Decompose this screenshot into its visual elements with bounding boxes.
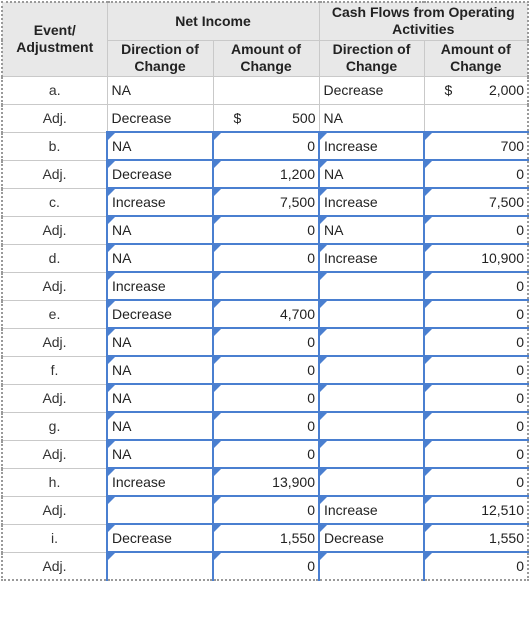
cf-direction-input[interactable] bbox=[319, 216, 424, 244]
table-row bbox=[2, 384, 528, 412]
event-adjustment-header: Event/ Adjustment bbox=[2, 2, 107, 76]
event-label: Adj. bbox=[2, 440, 107, 468]
event-label: b. bbox=[2, 132, 107, 160]
cf-amount-input[interactable] bbox=[424, 496, 528, 524]
cell-value: 0 bbox=[307, 446, 315, 462]
cell-value: Increase bbox=[324, 194, 378, 210]
cell-value: 0 bbox=[307, 334, 315, 350]
cell-value: Increase bbox=[324, 250, 378, 266]
ni-amount-input[interactable] bbox=[213, 468, 319, 496]
cf-direction-input[interactable] bbox=[319, 160, 424, 188]
table-row bbox=[2, 328, 528, 356]
cell-value: 0 bbox=[307, 418, 315, 434]
cell-value: NA bbox=[323, 109, 343, 126]
cell-value: NA bbox=[324, 222, 344, 238]
cf-direction-input[interactable] bbox=[319, 384, 424, 412]
ni-direction-input[interactable] bbox=[107, 216, 213, 244]
cell-value: 10,900 bbox=[481, 250, 525, 266]
ni-direction-input[interactable] bbox=[107, 524, 213, 552]
ni-direction-input[interactable] bbox=[107, 188, 213, 216]
cell-value: 0 bbox=[516, 362, 525, 378]
event-label: Adj. bbox=[2, 216, 107, 244]
ni-direction-input[interactable] bbox=[107, 384, 213, 412]
cell-value: 0 bbox=[516, 166, 525, 182]
ni-direction-input[interactable] bbox=[107, 468, 213, 496]
table-row bbox=[2, 244, 528, 272]
cell-value: 12,510 bbox=[481, 502, 525, 518]
cell-value: 0 bbox=[307, 138, 315, 154]
event-label: f. bbox=[2, 356, 107, 384]
ni-amount-input[interactable] bbox=[213, 188, 319, 216]
net-income-header: Net Income bbox=[107, 2, 319, 40]
cell-value: Increase bbox=[324, 138, 378, 154]
cell-value: 500 bbox=[292, 109, 316, 126]
cell-value: Decrease bbox=[323, 82, 384, 98]
cf-amount-input[interactable] bbox=[424, 160, 528, 188]
event-label: Adj. bbox=[2, 496, 107, 524]
ni-direction-input[interactable] bbox=[107, 552, 213, 580]
cell-value: NA bbox=[111, 82, 131, 98]
cell-value: NA bbox=[112, 362, 132, 378]
cell-value: 700 bbox=[500, 138, 525, 154]
cell-value: Decrease bbox=[111, 109, 172, 126]
cf-direction-input[interactable] bbox=[319, 328, 424, 356]
cell-value: 0 bbox=[516, 278, 525, 294]
ni-direction-input[interactable] bbox=[107, 132, 213, 160]
cf-amount-input[interactable] bbox=[424, 272, 528, 300]
cell-value: 0 bbox=[516, 474, 525, 490]
event-label: Adj. bbox=[2, 160, 107, 188]
cell-value: 0 bbox=[516, 558, 525, 574]
cf-direction-input[interactable] bbox=[319, 524, 424, 552]
cell-value: Decrease bbox=[112, 530, 172, 546]
ni-direction-input[interactable] bbox=[107, 300, 213, 328]
event-label: c. bbox=[2, 188, 107, 216]
ni-amount-input[interactable] bbox=[213, 356, 319, 384]
event-label: Adj. bbox=[2, 272, 107, 300]
cf-amount-input bbox=[424, 104, 528, 132]
cell-value: Increase bbox=[112, 278, 166, 294]
cell-value: 13,900 bbox=[272, 474, 315, 490]
event-label: Adj. bbox=[2, 104, 107, 132]
cell-value: 2,000 bbox=[488, 82, 525, 98]
cell-value: NA bbox=[112, 418, 132, 434]
ni-direction-input bbox=[107, 76, 213, 104]
ni-amount-input[interactable] bbox=[213, 412, 319, 440]
table-row bbox=[2, 132, 528, 160]
cf-amount-input[interactable] bbox=[424, 412, 528, 440]
cf-direction-input bbox=[319, 76, 424, 104]
table-row bbox=[2, 104, 528, 132]
cash-flows-header: Cash Flows from Operating Activities bbox=[319, 2, 528, 40]
cf-direction-input[interactable] bbox=[319, 356, 424, 384]
event-label: a. bbox=[2, 76, 107, 104]
event-label: Adj. bbox=[2, 384, 107, 412]
cell-value: 0 bbox=[307, 558, 315, 574]
table-row bbox=[2, 216, 528, 244]
cell-value: NA bbox=[112, 222, 132, 238]
cell-value: Increase bbox=[112, 474, 166, 490]
cell-value: Increase bbox=[112, 194, 166, 210]
worksheet-table bbox=[1, 1, 529, 581]
cell-value: 0 bbox=[307, 390, 315, 406]
cell-value: 0 bbox=[516, 334, 525, 350]
cell-value: 0 bbox=[307, 250, 315, 266]
cf-direction-input[interactable] bbox=[319, 272, 424, 300]
table-row bbox=[2, 468, 528, 496]
ni-amount-input[interactable] bbox=[213, 384, 319, 412]
table-row bbox=[2, 356, 528, 384]
cell-value: 0 bbox=[516, 390, 525, 406]
ni-direction-input bbox=[107, 104, 213, 132]
cf-amount-input bbox=[424, 76, 528, 104]
cf-direction-input[interactable] bbox=[319, 300, 424, 328]
cell-value: 1,550 bbox=[279, 530, 315, 546]
cf-amount-input[interactable] bbox=[424, 132, 528, 160]
ni-amount-input[interactable] bbox=[213, 440, 319, 468]
cell-value: NA bbox=[324, 166, 344, 182]
table-row bbox=[2, 188, 528, 216]
table-row bbox=[2, 440, 528, 468]
cell-value: NA bbox=[112, 390, 132, 406]
ni-amount-header: Amount of Change bbox=[213, 40, 319, 76]
cf-amount-input[interactable] bbox=[424, 552, 528, 580]
ni-amount-input[interactable] bbox=[213, 216, 319, 244]
dollar-sign: $ bbox=[444, 82, 453, 98]
cell-value: 0 bbox=[516, 306, 525, 322]
cell-value: 0 bbox=[307, 222, 315, 238]
ni-amount-input bbox=[213, 76, 319, 104]
cf-direction-header: Direction of Change bbox=[319, 40, 424, 76]
ni-amount-input[interactable] bbox=[213, 300, 319, 328]
event-label: Adj. bbox=[2, 552, 107, 580]
cf-amount-input[interactable] bbox=[424, 468, 528, 496]
cell-value: 0 bbox=[516, 222, 525, 238]
table-row bbox=[2, 412, 528, 440]
event-label: i. bbox=[2, 524, 107, 552]
cell-value: 0 bbox=[307, 362, 315, 378]
ni-amount-input[interactable] bbox=[213, 524, 319, 552]
ni-amount-input[interactable] bbox=[213, 244, 319, 272]
ni-amount-input[interactable] bbox=[213, 552, 319, 580]
table-row bbox=[2, 552, 528, 580]
ni-direction-input[interactable] bbox=[107, 356, 213, 384]
cell-value: Decrease bbox=[324, 530, 384, 546]
event-label: Adj. bbox=[2, 328, 107, 356]
event-label: e. bbox=[2, 300, 107, 328]
cf-direction-input[interactable] bbox=[319, 412, 424, 440]
cell-value: 1,200 bbox=[279, 166, 315, 182]
cell-value: 0 bbox=[307, 502, 315, 518]
cell-value: NA bbox=[112, 334, 132, 350]
ni-amount-input[interactable] bbox=[213, 272, 319, 300]
ni-amount-input bbox=[213, 104, 319, 132]
ni-direction-input[interactable] bbox=[107, 412, 213, 440]
table-row bbox=[2, 76, 528, 104]
cf-amount-header: Amount of Change bbox=[424, 40, 528, 76]
ni-direction-header: Direction of Change bbox=[107, 40, 213, 76]
event-label: d. bbox=[2, 244, 107, 272]
cell-value: 0 bbox=[516, 418, 525, 434]
ni-direction-input[interactable] bbox=[107, 496, 213, 524]
cf-direction-input[interactable] bbox=[319, 552, 424, 580]
cf-amount-input[interactable] bbox=[424, 188, 528, 216]
cf-amount-input[interactable] bbox=[424, 300, 528, 328]
dollar-sign: $ bbox=[233, 109, 242, 126]
ni-amount-input[interactable] bbox=[213, 328, 319, 356]
cf-amount-input[interactable] bbox=[424, 440, 528, 468]
cf-direction-input[interactable] bbox=[319, 132, 424, 160]
cell-value: Decrease bbox=[112, 306, 172, 322]
cf-direction-input bbox=[319, 104, 424, 132]
event-label: h. bbox=[2, 468, 107, 496]
cell-value: NA bbox=[112, 250, 132, 266]
cell-value: NA bbox=[112, 138, 132, 154]
cf-direction-input[interactable] bbox=[319, 468, 424, 496]
cell-value: NA bbox=[112, 446, 132, 462]
cf-direction-input[interactable] bbox=[319, 244, 424, 272]
cf-amount-input[interactable] bbox=[424, 216, 528, 244]
event-label: g. bbox=[2, 412, 107, 440]
cell-value: 0 bbox=[516, 446, 525, 462]
ni-direction-input[interactable] bbox=[107, 244, 213, 272]
ni-direction-input[interactable] bbox=[107, 328, 213, 356]
cell-value: 4,700 bbox=[279, 306, 315, 322]
cell-value: Increase bbox=[324, 502, 378, 518]
cf-amount-input[interactable] bbox=[424, 244, 528, 272]
table-row bbox=[2, 160, 528, 188]
table-row bbox=[2, 496, 528, 524]
cell-value: 1,550 bbox=[488, 530, 525, 546]
cf-amount-input[interactable] bbox=[424, 356, 528, 384]
ni-amount-input[interactable] bbox=[213, 160, 319, 188]
table-row bbox=[2, 300, 528, 328]
cf-direction-input[interactable] bbox=[319, 440, 424, 468]
table-row bbox=[2, 272, 528, 300]
cf-direction-input[interactable] bbox=[319, 188, 424, 216]
table-row bbox=[2, 524, 528, 552]
cell-value: 7,500 bbox=[488, 194, 525, 210]
cell-value: 7,500 bbox=[279, 194, 315, 210]
ni-direction-input[interactable] bbox=[107, 160, 213, 188]
cf-amount-input[interactable] bbox=[424, 328, 528, 356]
ni-amount-input[interactable] bbox=[213, 132, 319, 160]
cf-amount-input[interactable] bbox=[424, 524, 528, 552]
cf-direction-input[interactable] bbox=[319, 496, 424, 524]
ni-direction-input[interactable] bbox=[107, 272, 213, 300]
cell-value: Decrease bbox=[112, 166, 172, 182]
ni-amount-input[interactable] bbox=[213, 496, 319, 524]
ni-direction-input[interactable] bbox=[107, 440, 213, 468]
cf-amount-input[interactable] bbox=[424, 384, 528, 412]
